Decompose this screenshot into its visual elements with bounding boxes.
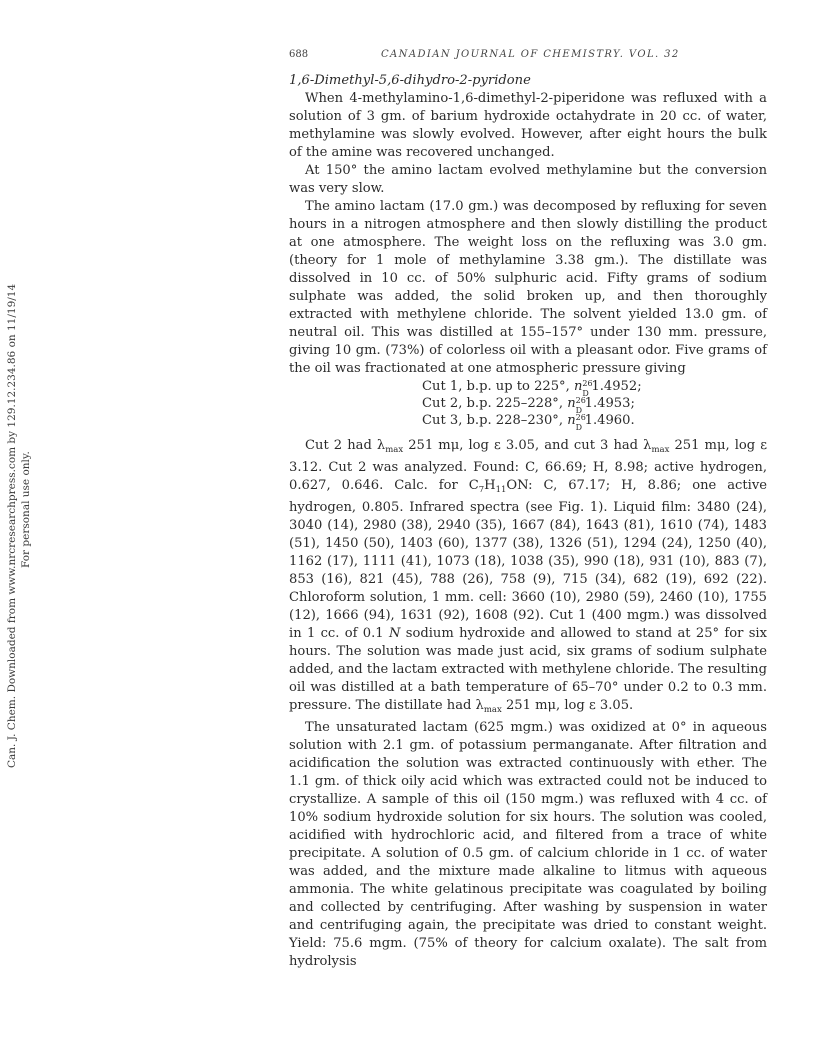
paragraph-3: The amino lactam (17.0 gm.) was decomposed by refluxing for seven hours in a nitrogen atmosphere and then slowly distilling the product at one atmosphere. The weight loss on the refluxing was 3.0 gm. (theory for 1 mole of methylamine 3.38 gm.). The distillate was dissolved in 10 cc. of 50% sulphuric acid. Fifty grams of sodium sulphate was added, the solid broken up, and then thoroughly extracted with methylene chloride. The solvent yielded 13.0 gm. of neutral oil. This was distilled at 155–157° under 130 mm. pressure, giving 10 gm. (73%) of colorless oil with a pleasant odor. Five grams of the oil was fractionated at one atmospheric pressure giving <box>289 199 767 376</box>
section-title: 1,6-Dimethyl-5,6-dihydro-2-pyridone <box>289 73 531 88</box>
download-notice-line-2: For personal use only. <box>20 451 32 568</box>
running-header <box>289 49 777 63</box>
fraction-item-3: Cut 3, b.p. 228–230°, n 26 D 1.4960. <box>422 413 635 432</box>
fraction-item-2: Cut 2, b.p. 225–228°, n 26 D 1.4953; <box>422 396 635 415</box>
fraction-item-1: Cut 1, b.p. up to 225°, n 26 D 1.4952; <box>422 379 642 398</box>
paragraph-5: The unsaturated lactam (625 mgm.) was oxidized at 0° in aqueous solution with 2.1 gm. of potassium permanganate. After filtration and acidification the solution was extracted continuously with ether. The 1.1 gm. of thick oily acid which was extracted could not be induced to crystallize. A sample of this oil (150 mgm.) was refluxed with 4 cc. of 10% sodium hydroxide solution for six hours. The solution was cooled, acidified with hydrochloric acid, and filtered from a trace of white precipitate. A solution of 0.5 gm. of calcium chloride in 1 cc. of water was added, and the mixture made alkaline to litmus with aqueous ammonia. The white gelatinous precipitate was coagulated by boiling and collected by centrifuging. After washing by suspension in water and centrifuging again, the precipitate was dried to constant weight. Yield: 75.6 mgm. (75% of theory for calcium oxalate). The salt from hydrolysis <box>289 720 767 969</box>
fraction-list <box>289 378 767 432</box>
article-body <box>289 72 767 971</box>
download-notice-line-1: Can. J. Chem. Downloaded from www.nrcresearchpress.com by 129.12.234.86 on 11/19/14 <box>6 283 18 768</box>
paragraph-2: At 150° the amino lactam evolved methylamine but the conversion was very slow. <box>289 163 767 196</box>
paragraph-1: When 4-methylamino-1,6-dimethyl-2-piperidone was refluxed with a solution of 3 gm. of barium hydroxide octahydrate in 20 cc. of water, methylamine was slowly evolved. However, after eight hours the bulk of the amine was recovered unchanged. <box>289 91 767 160</box>
page-number: 688 <box>289 49 309 60</box>
journal-name: CANADIAN JOURNAL OF CHEMISTRY. VOL. 32 <box>381 49 680 60</box>
download-notice <box>2 268 42 768</box>
paragraph-4: Cut 2 had $\lambda_{max}$ 251 mμ, log ε 3.05, and cut 3 had $\lambda_{max}$ 251 mμ, log ε 3.12. Cut 2 was analyzed. Found: C, 66.69; H, 8.98; active hydrogen, 0.627, 0.646. Calc. for $C_7H_{11}ON$: C, 67.17; H, 8.86; one active hydrogen, 0.805. Infrared spectra (see Fig. 1). Liquid film: 3480 (24), 3040 (14), 2980 (38), 2940 (35), 1667 (84), 1643 (81), 1610 (74), 1483 (51), 1450 (50), 1403 (60), 1377 (38), 1326 (51), 1294 (24), 1250 (40), 1162 (17), 1111 (41), 1073 (18), 1038 (35), 990 (18), 931 (10), 883 (7), 853 (16), 821 (45), 788 (26), 758 (9), 715 (34), 682 (19), 692 (22). Chloroform solution, 1 mm. cell: 3660 (10), 2980 (59), 2460 (10), 1755 (12), 1666 (94), 1631 (92), 1608 (92). Cut 1 (400 mgm.) was dissolved in 1 cc. of 0.1 N sodium hydroxide and allowed to stand at 25° for six hours. The solution was made just acid, six grams of sodium sulphate added, and the lactam extracted with methylene chloride. The resulting oil was distilled at a bath temperature of 65–70° under 0.2 to 0.3 mm. pressure. The distillate had $\lambda_{max}$ 251 mμ, log ε 3.05. <box>289 438 768 715</box>
